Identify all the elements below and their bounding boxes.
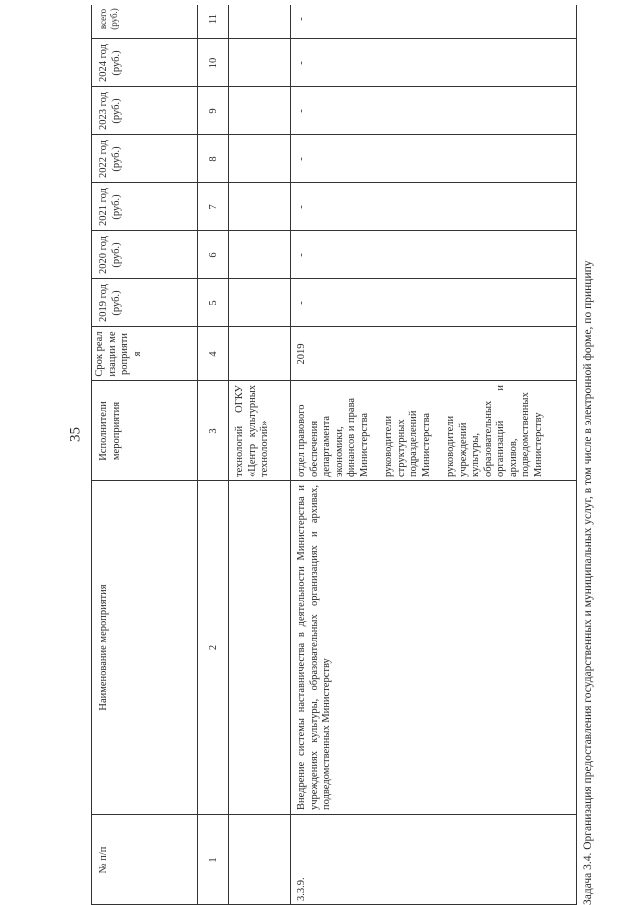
col-divider-9 [91,86,576,87]
page-number: 35 [67,427,84,442]
row-term: 2019 [296,343,307,365]
header-divider [197,5,198,905]
column-number-6: 6 [208,252,219,258]
column-number-7: 7 [208,204,219,210]
header-name: Наименование мероприятия [98,584,109,711]
executor-item: отдел правового обеспечения департамента экономики, финансов и права Министерства [296,397,370,477]
col-divider-6 [91,230,576,231]
executor-item: руководители структурных подразделений Министерства [383,410,432,477]
row-2023: - [296,109,307,113]
col-divider-3 [91,380,576,381]
row-total: - [296,17,307,21]
header-2021: 2021 год (руб.) [98,188,122,226]
col-divider-2 [91,480,576,481]
col-divider-1 [91,814,576,815]
row-2019: - [296,301,307,305]
column-numbers-divider [228,5,229,905]
header-num: № п/п [98,846,109,874]
header-2022: 2022 год (руб.) [98,140,122,178]
measures-table [84,0,604,905]
column-number-8: 8 [208,156,219,162]
executor-item: руководители учреждений культуры, образовательных организаций и архивов, подведомственных Министерству [445,385,544,477]
task-heading: Задача 3.4. Организация предоставления государственных и муниципальных услуг, в том числе в электронной форме, по принципу [582,260,594,905]
col-divider-10 [91,38,576,39]
table-border-bottom [576,5,577,905]
table-border-top [91,5,92,905]
header-2023: 2023 год (руб.) [98,92,122,130]
header-2020: 2020 год (руб.) [98,236,122,274]
row-name: Внедрение системы наставничества в деятельности Министерства и учреждениях культуры, образовательных организациях и архивах, подведомственных Министерству [296,485,332,810]
header-2024: 2024 год (руб.) [98,44,122,82]
row-executors [296,385,545,477]
col-divider-4 [91,326,576,327]
col-divider-5 [91,278,576,279]
row-2024: - [296,61,307,65]
header-term: Срок реализации мероприятия [94,331,143,377]
col-divider-8 [91,134,576,135]
column-number-5: 5 [208,300,219,306]
row-num: 3.3.9. [296,877,307,901]
continued-row-divider [290,5,291,905]
header-executors: Исполнители мероприятия [98,401,122,461]
column-number-11: 11 [208,13,219,25]
header-2019: 2019 год (руб.) [98,284,122,322]
column-number-2: 2 [208,644,219,651]
continued-executors-cell: технологий ОГКУ «Центр культурных технологий» [234,385,270,477]
column-number-3: 3 [208,428,219,434]
header-total: всего (руб.) [98,8,119,30]
column-number-9: 9 [208,108,219,114]
column-number-4: 4 [208,351,219,357]
row-2021: - [296,205,307,209]
rotated-page-content [84,0,604,905]
row-2022: - [296,157,307,161]
row-2020: - [296,253,307,257]
column-number-1: 1 [208,857,219,863]
col-divider-7 [91,182,576,183]
column-number-10: 10 [208,57,219,69]
